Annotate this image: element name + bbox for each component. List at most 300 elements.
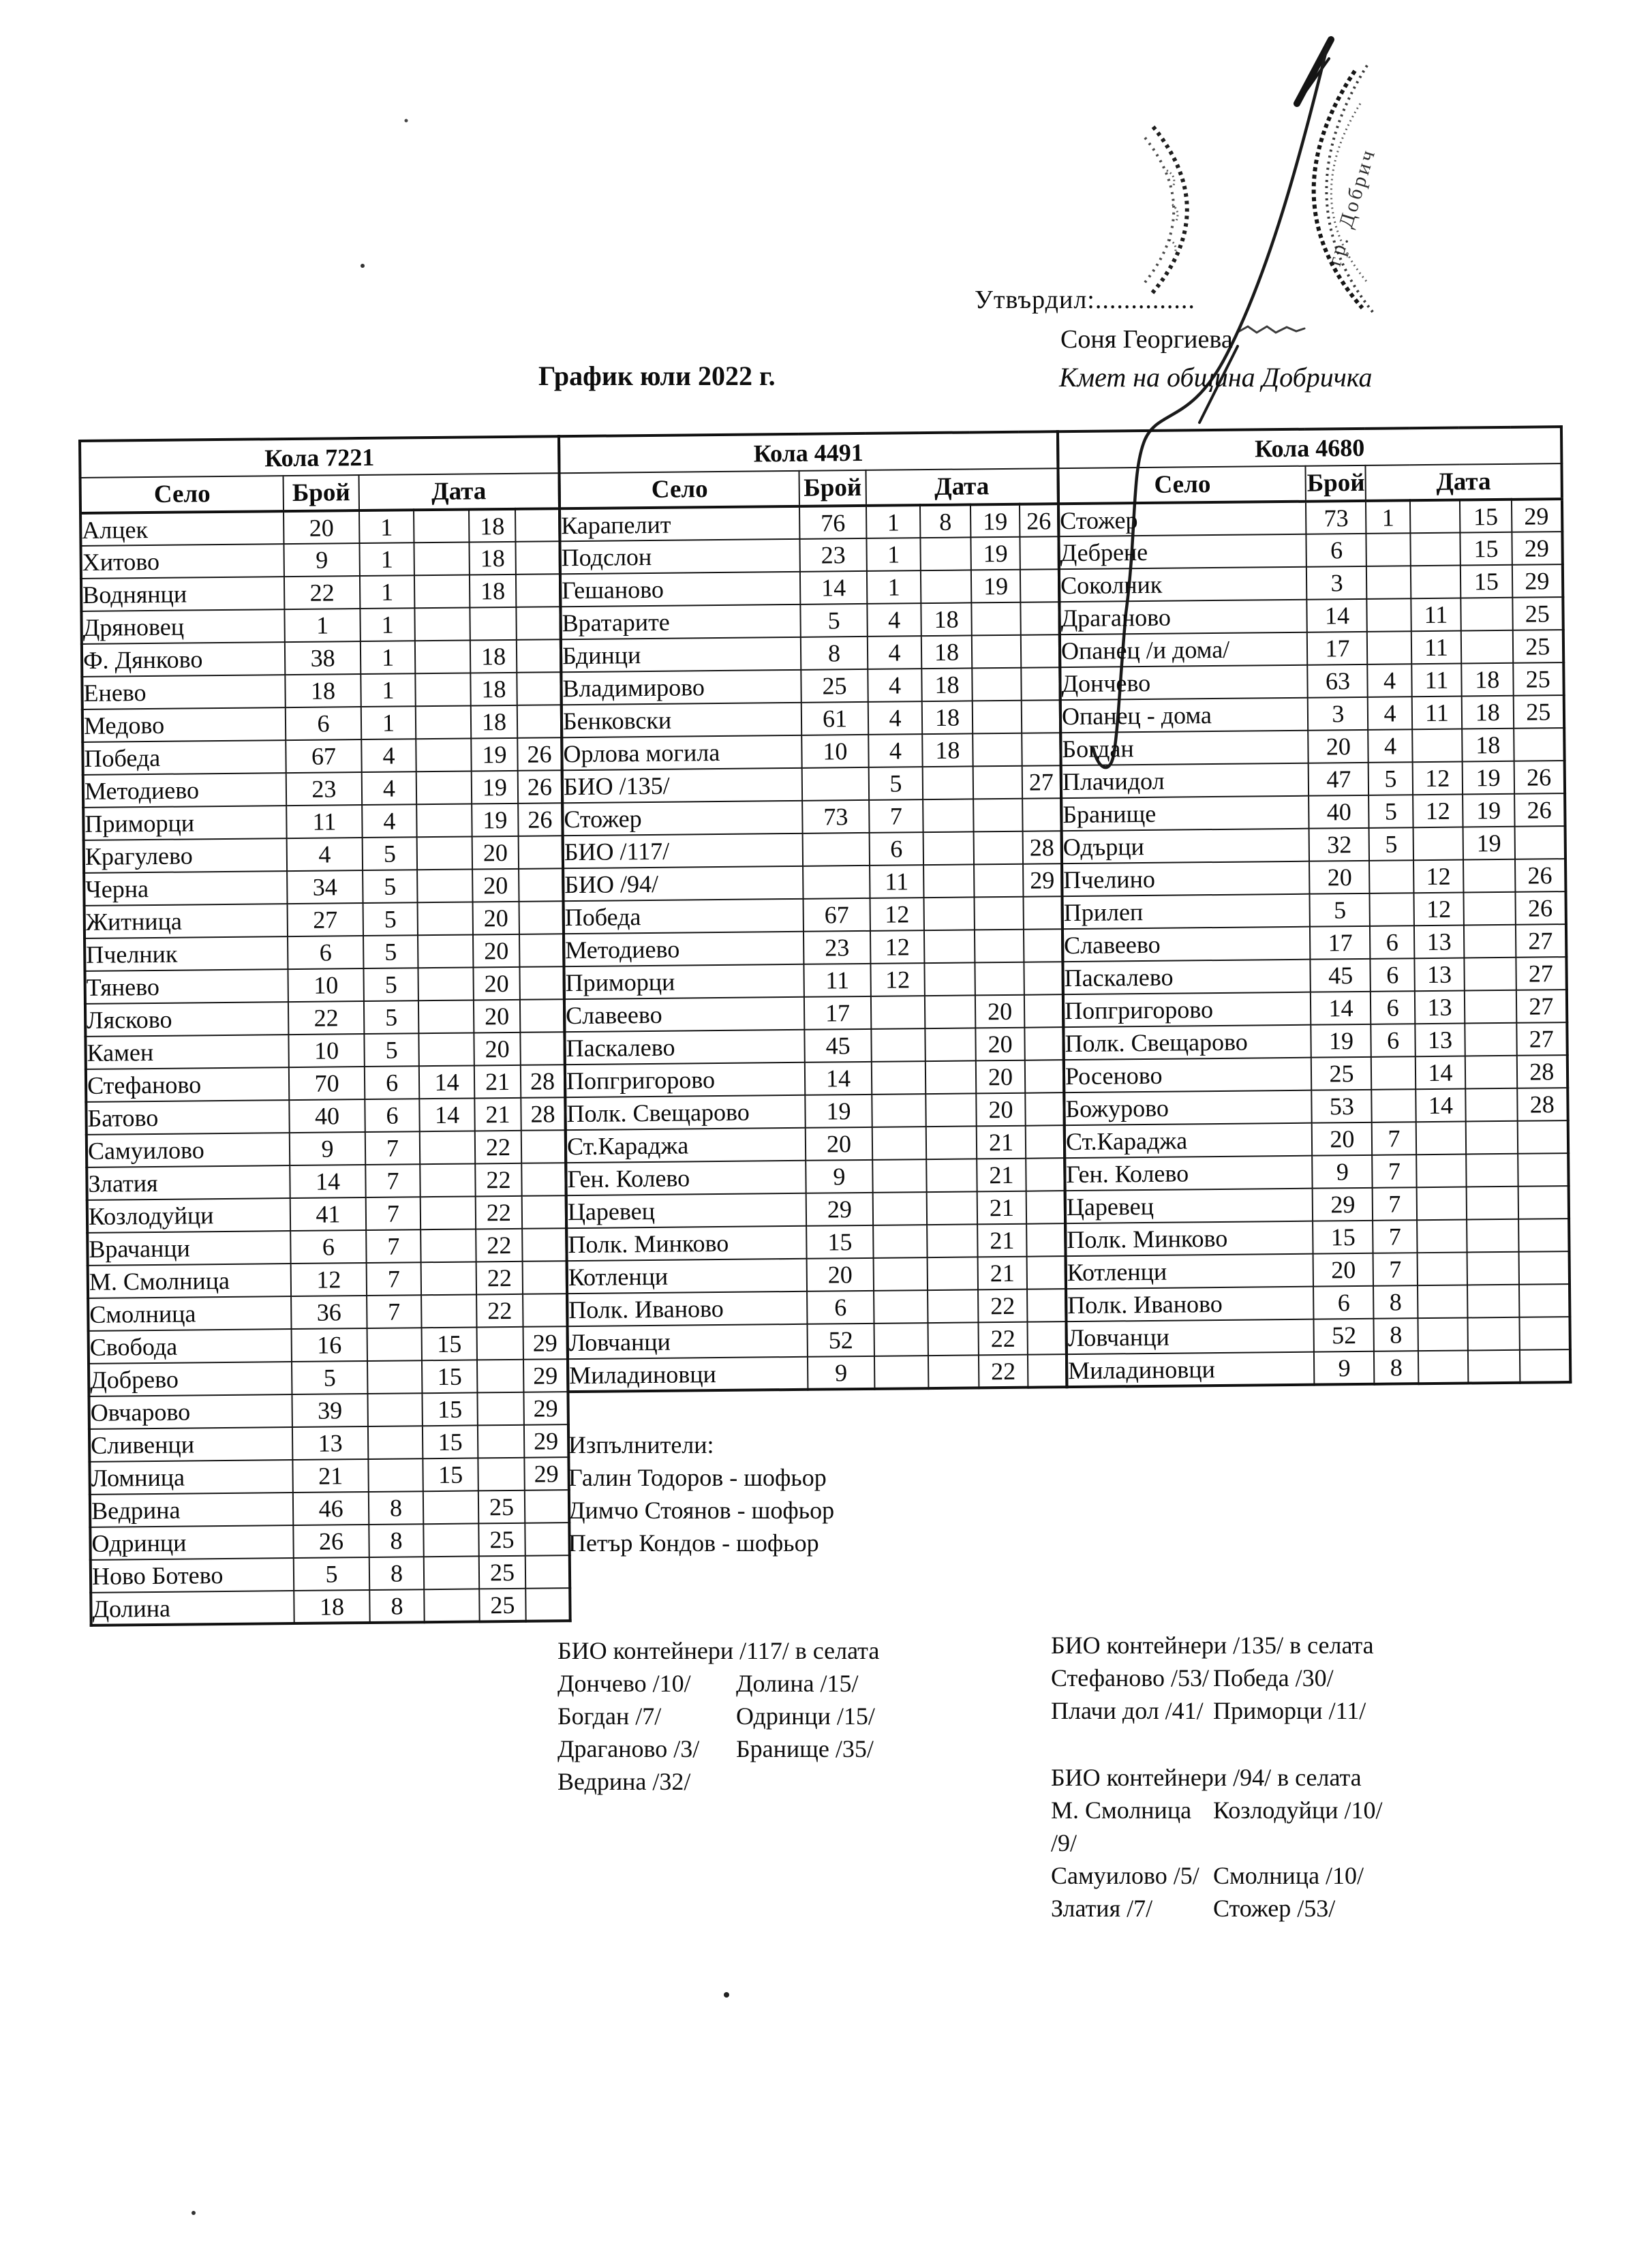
date-cell: 29 (1512, 564, 1563, 598)
date-cell (1027, 1289, 1066, 1322)
date-cell: 28 (1516, 1055, 1567, 1088)
village-cell: Росеново (1064, 1058, 1312, 1092)
bio-note-row (1051, 1662, 1374, 1694)
date-cell: 29 (1023, 863, 1062, 897)
date-cell: 5 (1368, 762, 1413, 795)
date-cell (517, 705, 562, 738)
date-cell: 26 (518, 803, 562, 836)
date-cell: 7 (365, 1164, 420, 1197)
date-cell (928, 1322, 978, 1356)
date-cell: 7 (1373, 1187, 1417, 1221)
date-cell: 1 (361, 673, 415, 707)
count-cell: 6 (1313, 1286, 1373, 1319)
date-cell (1022, 700, 1060, 733)
date-cell (1467, 1187, 1518, 1220)
bio-note-row (1051, 1892, 1382, 1925)
date-cell: 12 (870, 930, 924, 964)
date-cell: 18 (921, 635, 972, 669)
car-title: Кола 4491 (559, 431, 1058, 473)
date-cell: 7 (366, 1197, 420, 1230)
date-cell (515, 541, 560, 575)
table-row (86, 1097, 565, 1135)
village-cell: Методиево (83, 773, 286, 808)
schedule-table (557, 430, 1068, 1393)
bio-note-row (557, 1765, 879, 1798)
date-cell: 25 (478, 1523, 525, 1557)
date-cell (478, 1458, 524, 1491)
village-cell: Паскалево (1062, 960, 1311, 994)
table-kola-7221 (78, 435, 572, 1627)
car-title: Кола 7221 (80, 436, 559, 478)
date-cell: 26 (517, 737, 562, 771)
table-row (1063, 1022, 1567, 1060)
table-row (1060, 695, 1564, 733)
date-cell (517, 672, 561, 705)
date-cell: 29 (523, 1392, 568, 1425)
count-cell: 67 (804, 898, 870, 932)
date-cell: 29 (1511, 499, 1562, 532)
date-cell: 5 (363, 935, 418, 968)
village-cell: Лясково (85, 1002, 288, 1037)
table-row (1062, 957, 1566, 994)
date-cell: 18 (1462, 696, 1514, 729)
date-cell (1514, 826, 1565, 859)
date-cell: 4 (361, 739, 416, 772)
date-cell: 19 (1463, 761, 1514, 795)
date-cell (1020, 569, 1059, 602)
date-cell (1370, 893, 1414, 926)
village-cell: Овчарово (89, 1394, 292, 1429)
count-cell: 52 (1314, 1319, 1374, 1352)
date-cell: 6 (365, 1066, 419, 1099)
count-cell: 25 (1311, 1057, 1371, 1090)
date-cell (416, 705, 471, 739)
date-cell (1466, 1154, 1518, 1187)
village-cell: Воднянци (81, 577, 284, 611)
date-cell (416, 804, 472, 837)
count-cell: 38 (285, 641, 361, 675)
count-cell: 52 (808, 1324, 874, 1357)
date-cell: 11 (1411, 664, 1462, 697)
table-row (560, 536, 1058, 574)
date-cell (871, 1028, 925, 1062)
date-cell (519, 868, 563, 902)
round-stamp-fragment-left (1143, 127, 1187, 294)
date-cell (1416, 1122, 1466, 1155)
date-cell: 27 (1022, 765, 1061, 799)
table-row (81, 607, 560, 644)
date-cell (1464, 892, 1516, 926)
date-cell (1468, 1350, 1520, 1384)
date-cell: 7 (367, 1295, 421, 1328)
count-cell: 6 (290, 1230, 366, 1264)
count-cell: 40 (1309, 795, 1369, 829)
table-row (87, 1130, 566, 1167)
date-cell: 27 (1516, 990, 1567, 1023)
date-cell: 19 (471, 738, 517, 771)
date-cell (1024, 1027, 1063, 1060)
date-cell: 8 (369, 1491, 423, 1525)
village-cell: Стефаново (86, 1067, 289, 1102)
date-cell: 29 (523, 1359, 568, 1392)
date-cell (414, 510, 469, 543)
date-cell: 25 (1513, 695, 1564, 729)
date-cell (1024, 929, 1062, 962)
village-cell: Пчелино (1062, 861, 1310, 896)
date-cell: 5 (869, 767, 923, 800)
date-cell: 19 (472, 771, 518, 804)
village-cell: Опанец - дома (1060, 698, 1309, 733)
date-cell (872, 1127, 926, 1160)
count-cell: 15 (806, 1225, 873, 1259)
date-cell (525, 1555, 570, 1589)
village-cell: Ф. Дянково (82, 642, 285, 677)
village-cell: Ловчанци (568, 1324, 808, 1359)
date-cell (921, 570, 971, 603)
village-cell: Крагулево (84, 838, 287, 873)
village-cell: Приморци (83, 806, 286, 840)
date-cell (1518, 1153, 1569, 1187)
date-cell (1519, 1317, 1570, 1350)
table-row (80, 541, 560, 579)
bio-note-village: Златия /7/ (1051, 1895, 1153, 1922)
bio-note-village: Стожер /53/ (1213, 1895, 1336, 1922)
date-cell (1410, 533, 1460, 566)
schedule-table (78, 435, 572, 1627)
date-cell (424, 1556, 479, 1589)
date-cell: 7 (366, 1229, 420, 1263)
count-cell (802, 767, 869, 801)
date-cell (872, 1094, 926, 1127)
date-cell (1466, 1121, 1518, 1155)
count-cell: 15 (1313, 1221, 1373, 1254)
table-row (565, 1092, 1064, 1130)
date-cell: 22 (978, 1322, 1027, 1356)
date-cell: 12 (870, 963, 924, 996)
village-cell: Попгригорово (565, 1063, 805, 1097)
col-header-date: Дата (1366, 463, 1562, 501)
village-cell: Смолница (88, 1296, 291, 1331)
date-cell (1367, 631, 1411, 664)
bio-note-title: БИО контейнери /94/ в селата (1051, 1764, 1362, 1791)
table-row (1065, 1120, 1568, 1158)
date-cell: 5 (364, 1000, 418, 1034)
date-cell: 26 (1515, 891, 1566, 925)
table-row (1059, 564, 1563, 602)
date-cell (872, 1061, 926, 1095)
table-row (564, 896, 1062, 934)
table-row (562, 798, 1061, 836)
village-cell: Дряновец (81, 609, 284, 644)
village-cell: Соколник (1059, 567, 1307, 602)
date-cell (520, 1032, 564, 1065)
date-cell: 4 (1368, 664, 1412, 697)
date-cell (517, 639, 561, 673)
count-cell: 73 (802, 800, 869, 834)
date-cell (1022, 733, 1060, 766)
col-header-village: Село (80, 476, 284, 513)
date-cell (477, 1360, 523, 1393)
executors-block (568, 1428, 834, 1559)
count-cell: 25 (801, 669, 868, 703)
date-cell (1372, 1089, 1416, 1122)
date-cell (925, 1028, 975, 1061)
village-cell: Самуилово (87, 1133, 290, 1167)
table-row (1062, 924, 1566, 962)
date-cell: 1 (359, 542, 414, 576)
date-cell (1366, 566, 1411, 599)
date-cell (1417, 1252, 1467, 1285)
village-cell: Миладиновци (1067, 1352, 1315, 1387)
bio-note-village: Стефаново /53/ (1051, 1664, 1210, 1692)
table-row (82, 672, 561, 709)
date-cell: 7 (365, 1131, 420, 1165)
count-cell: 9 (290, 1132, 365, 1165)
bio-note-135 (1051, 1629, 1374, 1727)
village-cell: Божурово (1064, 1090, 1312, 1125)
table-row (1065, 1153, 1568, 1191)
count-cell: 9 (284, 543, 359, 577)
date-cell: 27 (1515, 924, 1566, 958)
village-cell: Котленци (567, 1259, 807, 1294)
date-cell: 12 (1413, 860, 1464, 893)
date-cell (420, 1163, 475, 1197)
date-cell (974, 864, 1023, 898)
village-cell: Полк. Иваново (1066, 1287, 1314, 1321)
date-cell (1417, 1219, 1467, 1253)
table-row (1067, 1349, 1570, 1387)
count-cell: 6 (1306, 534, 1366, 567)
date-cell (423, 1491, 478, 1524)
count-cell: 76 (799, 506, 866, 539)
village-cell: Житница (85, 904, 288, 938)
village-cell: БИО /135/ (562, 768, 802, 803)
count-cell: 11 (286, 805, 362, 838)
village-cell: Камен (85, 1035, 288, 1069)
table-row (1060, 728, 1564, 765)
date-cell: 18 (469, 509, 515, 542)
table-row (564, 994, 1063, 1032)
table-row (564, 962, 1062, 999)
date-cell (1021, 667, 1060, 701)
date-cell: 27 (1516, 1022, 1567, 1056)
date-cell: 4 (867, 603, 921, 637)
village-cell: Дончево (1060, 665, 1308, 700)
date-cell: 20 (976, 1093, 1025, 1127)
date-cell: 19 (971, 570, 1020, 603)
count-cell: 67 (286, 739, 361, 773)
date-cell (973, 766, 1022, 799)
date-cell (525, 1588, 570, 1621)
count-cell: 14 (1311, 992, 1371, 1025)
date-cell (417, 836, 472, 870)
date-cell (523, 1294, 567, 1327)
table-row (87, 1195, 566, 1233)
table-row (85, 934, 564, 971)
col-header-count: Брой (799, 470, 866, 506)
table-row (88, 1294, 567, 1331)
date-cell (1416, 1155, 1467, 1188)
village-cell: Ст.Караджа (566, 1128, 806, 1163)
date-cell: 26 (1515, 859, 1566, 892)
col-header-date: Дата (359, 473, 560, 510)
date-cell (525, 1490, 569, 1523)
count-cell: 9 (1314, 1351, 1374, 1385)
date-cell: 21 (978, 1257, 1027, 1290)
date-cell: 13 (1414, 958, 1465, 992)
village-cell: Полк. Свещарово (565, 1095, 805, 1130)
village-cell: Долина (91, 1591, 294, 1625)
village-cell: Приморци (564, 964, 804, 999)
count-cell: 19 (805, 1095, 872, 1128)
village-cell: Врачанци (87, 1231, 290, 1266)
date-cell (923, 799, 973, 832)
table-row (87, 1163, 566, 1200)
date-cell (522, 1195, 566, 1229)
count-cell: 18 (285, 674, 361, 707)
date-cell: 4 (868, 734, 922, 767)
table-row (567, 1256, 1066, 1294)
table-row (89, 1326, 568, 1364)
date-cell (470, 607, 516, 641)
date-cell (1366, 533, 1411, 566)
village-cell: Ломница (89, 1460, 292, 1495)
date-cell (923, 831, 974, 865)
date-cell (1514, 728, 1565, 761)
date-cell (1024, 994, 1063, 1028)
bio-note-title: БИО контейнери /117/ в селата (557, 1637, 880, 1664)
date-cell: 20 (473, 902, 519, 935)
bio-note-row (1051, 1859, 1382, 1892)
table-kola-4680 (1056, 425, 1572, 1388)
date-cell (367, 1393, 422, 1426)
table-row (89, 1457, 568, 1495)
table-row (1060, 630, 1563, 667)
date-cell (1518, 1219, 1570, 1252)
date-cell: 19 (970, 504, 1020, 538)
village-cell: Победа (564, 899, 804, 934)
bio-note-village: Богдан /7/ (557, 1702, 662, 1730)
table-row (560, 569, 1059, 607)
table-row (566, 1158, 1065, 1195)
date-cell: 5 (1369, 795, 1413, 828)
date-cell: 4 (1368, 697, 1412, 730)
date-cell (973, 701, 1022, 734)
date-cell: 15 (422, 1360, 477, 1393)
date-cell: 19 (1463, 827, 1515, 860)
date-cell: 12 (1413, 893, 1464, 926)
date-cell: 26 (1020, 504, 1058, 537)
date-cell: 18 (922, 701, 973, 734)
bio-note-village: Смолница /10/ (1213, 1862, 1364, 1889)
date-cell: 22 (476, 1196, 522, 1229)
count-cell: 10 (288, 968, 363, 1002)
date-cell (920, 537, 970, 570)
village-cell: Полк. Минково (1065, 1221, 1313, 1256)
date-cell: 13 (1414, 926, 1465, 959)
village-cell: Полк. Минково (566, 1226, 806, 1261)
bio-note-title: БИО контейнери /135/ в селата (1051, 1632, 1374, 1659)
table-row (82, 705, 562, 742)
date-cell (1467, 1219, 1518, 1253)
executors-heading: Изпълнители: (568, 1431, 714, 1458)
table-row (89, 1359, 568, 1396)
date-cell: 6 (1371, 1024, 1416, 1057)
village-cell: Прилеп (1062, 894, 1310, 929)
date-cell (874, 1257, 928, 1291)
date-cell: 25 (1513, 662, 1564, 696)
table-row (1060, 662, 1563, 700)
date-cell (520, 999, 564, 1033)
count-cell: 20 (1310, 861, 1370, 894)
village-cell: Бранище (1061, 796, 1309, 831)
village-cell: Одърци (1062, 829, 1310, 863)
date-cell (1418, 1350, 1469, 1384)
col-header-village: Село (560, 471, 799, 508)
date-cell (1519, 1349, 1570, 1383)
date-cell: 14 (1415, 1056, 1465, 1090)
date-cell: 18 (922, 733, 973, 767)
village-cell: Тянево (85, 969, 288, 1004)
signature-squiggle (1237, 326, 1304, 333)
count-cell: 20 (1313, 1253, 1373, 1287)
count-cell: 14 (800, 571, 867, 605)
date-cell (1021, 635, 1060, 668)
count-cell: 19 (1311, 1024, 1371, 1058)
date-cell: 21 (474, 1098, 521, 1131)
count-cell: 13 (292, 1426, 368, 1460)
date-cell (1025, 1092, 1064, 1126)
table-row (560, 504, 1058, 541)
table-row (81, 574, 560, 611)
date-cell: 20 (472, 869, 519, 902)
date-cell: 4 (1368, 729, 1413, 763)
count-cell: 14 (1307, 599, 1367, 632)
date-cell: 20 (474, 1033, 520, 1066)
date-cell: 15 (422, 1327, 477, 1360)
village-cell: Ст.Караджа (1065, 1123, 1313, 1158)
count-cell: 53 (1312, 1090, 1372, 1123)
date-cell: 29 (524, 1457, 568, 1491)
scan-speck (192, 2211, 196, 2215)
date-cell: 25 (478, 1491, 525, 1524)
table-row (567, 1289, 1066, 1326)
table-row (568, 1354, 1067, 1392)
date-cell (972, 635, 1021, 669)
date-cell: 1 (361, 706, 416, 739)
date-cell (415, 673, 470, 706)
village-cell: Вратарите (560, 605, 800, 639)
count-cell: 73 (1306, 501, 1366, 534)
village-cell: Славеево (564, 997, 804, 1032)
date-cell: 27 (1516, 957, 1567, 990)
count-cell: 23 (286, 772, 362, 806)
date-cell: 15 (423, 1425, 478, 1458)
date-cell: 25 (479, 1556, 525, 1589)
scan-speck (724, 1992, 729, 1998)
date-cell (477, 1392, 523, 1426)
count-cell: 6 (286, 707, 361, 740)
table-row (88, 1261, 567, 1298)
date-cell: 29 (523, 1326, 568, 1360)
date-cell (871, 996, 925, 1029)
village-cell: М. Смолница (88, 1264, 291, 1298)
date-cell: 25 (1512, 630, 1563, 663)
count-cell: 22 (288, 1001, 364, 1035)
date-cell: 1 (359, 510, 414, 543)
date-cell: 5 (363, 870, 417, 903)
date-cell: 6 (1371, 991, 1415, 1024)
